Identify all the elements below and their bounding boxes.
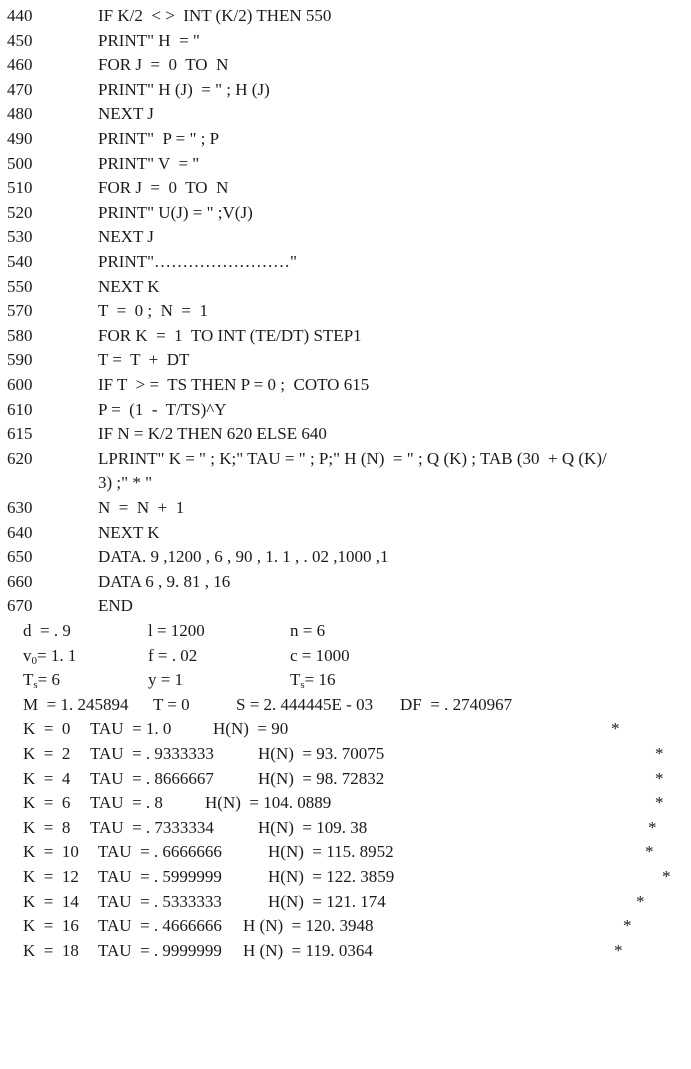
- line-number: 510: [7, 178, 33, 198]
- result-h: H (N) = 119. 0364: [243, 940, 373, 960]
- result-tau: TAU = . 8666667: [90, 768, 214, 788]
- line-number: 570: [7, 301, 33, 321]
- line-number: 600: [7, 375, 33, 394]
- summary-s: S = 2. 444445E - 03: [236, 694, 374, 714]
- code-statement: DATA 6 , 9. 81 , 16: [98, 571, 231, 591]
- code-statement: IF K/2 < > INT (K/2) THEN 550: [98, 6, 332, 25]
- result-tau: TAU = . 6666666: [98, 842, 222, 862]
- result-row: [0, 937, 691, 965]
- result-tau: TAU = . 5999999: [98, 867, 222, 886]
- parameter-text: = 16: [304, 670, 336, 690]
- parameter-subscript: s: [33, 679, 38, 692]
- line-number: 450: [7, 30, 33, 50]
- result-h: H(N) = 115. 8952: [268, 842, 394, 862]
- result-tau: TAU = . 9333333: [90, 744, 214, 763]
- result-k: K = 2: [23, 744, 71, 763]
- line-number: 490: [7, 129, 33, 148]
- plot-star-marker: *: [655, 744, 664, 763]
- result-h: H(N) = 104. 0889: [205, 793, 332, 813]
- result-h: H(N) = 122. 3859: [268, 867, 395, 886]
- plot-star-marker: *: [655, 793, 664, 813]
- parameter-text: c = 1000: [290, 645, 350, 665]
- plot-star-marker: *: [655, 768, 664, 788]
- parameter-text: d = . 9: [23, 621, 71, 640]
- parameter-text: y = 1: [148, 670, 184, 690]
- parameter-text: = 6: [37, 670, 61, 690]
- code-statement: PRINT" U(J) = " ;V(J): [98, 202, 253, 222]
- line-number: 550: [7, 276, 33, 296]
- line-number: 660: [7, 571, 33, 591]
- result-tau: TAU = . 5333333: [98, 891, 222, 911]
- code-statement: 3) ;" * ": [98, 473, 153, 493]
- code-statement: IF T > = TS THEN P = 0 ; COTO 615: [98, 375, 370, 394]
- line-number: 460: [7, 55, 33, 75]
- result-k: K = 12: [23, 867, 79, 886]
- line-number: 580: [7, 325, 33, 345]
- line-number: 500: [7, 153, 33, 173]
- result-h: H(N) = 93. 70075: [258, 744, 385, 763]
- result-k: K = 16: [23, 916, 79, 936]
- result-tau: TAU = . 4666666: [98, 916, 222, 936]
- line-number: 670: [7, 596, 33, 616]
- result-k: K = 8: [23, 817, 71, 837]
- code-statement: PRINT" V = ": [98, 153, 200, 173]
- plot-star-marker: *: [648, 817, 657, 837]
- parameter-text: f = . 02: [148, 645, 198, 665]
- code-statement: IF N = K/2 THEN 620 ELSE 640: [98, 424, 327, 444]
- result-tau: TAU = . 9999999: [98, 940, 222, 960]
- parameter-text: = 1. 1: [37, 645, 77, 665]
- code-statement: FOR J = 0 TO N: [98, 178, 229, 198]
- summary-t: T = 0: [153, 694, 190, 714]
- code-statement: PRINT" H (J) = " ; H (J): [98, 79, 270, 99]
- result-tau: TAU = 1. 0: [90, 719, 172, 739]
- plot-star-marker: *: [611, 719, 620, 739]
- plot-star-marker: *: [636, 891, 645, 911]
- result-h: H (N) = 120. 3948: [243, 916, 374, 936]
- result-tau: TAU = . 8: [90, 793, 163, 813]
- code-statement: P = (1 - T/TS)^Y: [98, 399, 227, 419]
- result-h: H(N) = 109. 38: [258, 817, 368, 837]
- line-number: 620: [7, 448, 33, 468]
- code-statement: PRINT"……………………": [98, 252, 297, 271]
- parameter-symbol: T: [23, 670, 34, 690]
- result-k: K = 0: [23, 719, 71, 739]
- result-h: H(N) = 98. 72832: [258, 768, 385, 788]
- result-k: K = 14: [23, 891, 79, 911]
- parameter-subscript: s: [300, 679, 305, 692]
- parameter-symbol: T: [290, 670, 301, 690]
- code-statement: NEXT K: [98, 276, 160, 296]
- result-k: K = 4: [23, 768, 71, 788]
- plot-star-marker: *: [662, 867, 671, 886]
- line-number: 520: [7, 202, 33, 222]
- code-statement: T = T + DT: [98, 350, 190, 370]
- code-statement: DATA. 9 ,1200 , 6 , 90 , 1. 1 , . 02 ,1000 ,1: [98, 547, 389, 567]
- result-k: K = 6: [23, 793, 71, 813]
- code-statement: NEXT K: [98, 522, 160, 542]
- parameter-symbol: v: [23, 645, 32, 665]
- line-number: 540: [7, 252, 33, 271]
- parameter-text: n = 6: [290, 621, 326, 640]
- plot-star-marker: *: [645, 842, 654, 862]
- code-statement: NEXT J: [98, 104, 154, 124]
- line-number: 480: [7, 104, 33, 124]
- plot-star-marker: *: [623, 916, 632, 936]
- code-statement: FOR J = 0 TO N: [98, 55, 229, 75]
- code-statement: END: [98, 596, 133, 616]
- line-number: 650: [7, 547, 33, 567]
- plot-star-marker: *: [614, 940, 623, 960]
- code-statement: LPRINT" K = " ; K;" TAU = " ; P;" H (N) = " ; Q (K) ; TAB (30 + Q (K)/: [98, 448, 607, 468]
- line-number: 530: [7, 227, 33, 247]
- result-tau: TAU = . 7333334: [90, 817, 214, 837]
- code-statement: NEXT J: [98, 227, 154, 247]
- code-statement: N = N + 1: [98, 498, 185, 517]
- code-statement: FOR K = 1 TO INT (TE/DT) STEP1: [98, 325, 362, 345]
- line-number: 590: [7, 350, 33, 370]
- line-number: 470: [7, 79, 33, 99]
- result-h: H(N) = 121. 174: [268, 891, 386, 911]
- line-number: 440: [7, 6, 33, 25]
- code-statement: PRINT" H = ": [98, 30, 200, 50]
- line-number: 610: [7, 399, 33, 419]
- summary-m: M = 1. 245894: [23, 694, 129, 714]
- parameter-text: l = 1200: [148, 621, 205, 640]
- line-number: 630: [7, 498, 33, 517]
- code-statement: PRINT" P = " ; P: [98, 129, 220, 148]
- parameter-subscript: 0: [31, 654, 37, 667]
- line-number: 640: [7, 522, 33, 542]
- result-h: H(N) = 90: [213, 719, 289, 739]
- result-k: K = 18: [23, 940, 79, 960]
- summary-df: DF = . 2740967: [400, 694, 513, 714]
- line-number: 615: [7, 424, 33, 444]
- code-statement: T = 0 ; N = 1: [98, 301, 209, 321]
- result-k: K = 10: [23, 842, 79, 862]
